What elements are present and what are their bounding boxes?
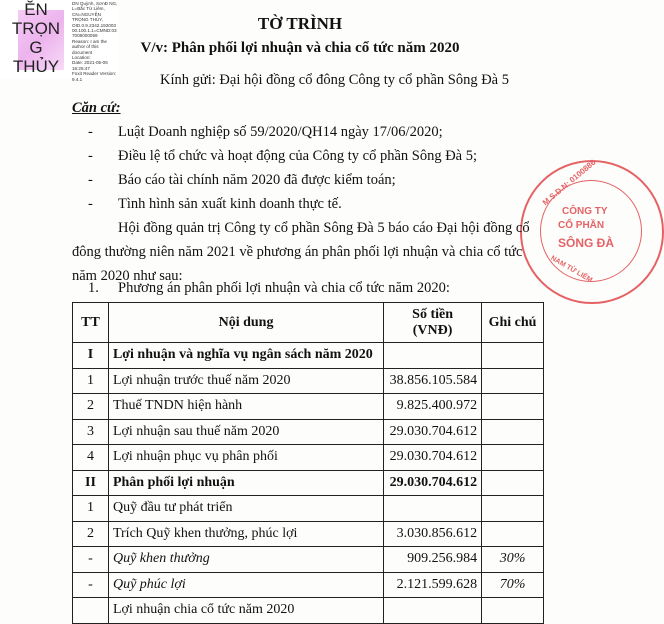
row-tt: - [73,547,109,573]
table-row [73,394,544,420]
row-amount: 29.030.704.612 [384,470,482,496]
profit-distribution-table [72,302,544,624]
stamp-line3: SÔNG ĐÀ [558,236,615,250]
row-note [482,343,544,369]
row-note: 70% [482,572,544,598]
signature-mark: ĔN TRỌN G THỦY [0,0,72,78]
basis-heading: Căn cứ: [72,100,121,116]
row-tt: I [73,343,109,369]
row-tt: 1 [73,496,109,522]
header-tt: TT [73,303,109,343]
company-stamp [520,157,664,304]
stamp-line1: CÔNG TY [562,206,608,217]
stamp-line2: CỔ PHẦN [558,220,605,231]
table-row [73,470,544,496]
row-tt: - [73,572,109,598]
row-tt: II [73,470,109,496]
row-note [482,394,544,420]
stamp-bottom: NAM TỪ LIÊM [549,254,594,285]
row-content: Trích Quỹ khen thưởng, phúc lợi [108,521,383,547]
row-amount [384,343,482,369]
row-note: 30% [482,547,544,573]
table-row [73,343,544,369]
row-content: Quỹ phúc lợi [108,572,383,598]
doc-recipient: Kính gửi: Đại hội đồng cổ đông Công ty cổ phần Sông Đà 5 [160,72,509,88]
stamp-number: M.S.D.N: 0100886 [540,157,598,208]
row-tt: 2 [73,394,109,420]
intro-paragraph-line: năm 2020 như sau: [72,268,183,284]
digital-signature [0,0,118,82]
signature-details: DN Quỳnh, SơnĐ NG, L=Bắc Từ Liêm, CN=NGUYỄN TRỌNG THỦY, OID.0.9.2342.19200300.100.1.1=CMND:037008000059 Reason: I am the author of this document Location: Date: 2021-05-06 16:25:47 Foxit Reader Version: 9.4.1 [72,1,118,82]
row-tt: 3 [73,419,109,445]
row-note [482,445,544,471]
row-content: Lợi nhuận sau thuế năm 2020 [108,419,383,445]
row-amount: 29.030.704.612 [384,419,482,445]
row-content: Quỹ khen thưởng [108,547,383,573]
row-content: Lợi nhuận và nghĩa vụ ngân sách năm 2020 [108,343,383,369]
row-amount [384,496,482,522]
header-note: Ghi chú [482,303,544,343]
row-content: Phân phối lợi nhuận [108,470,383,496]
row-amount: 2.121.599.628 [384,572,482,598]
row-note [482,470,544,496]
row-content: Thuế TNDN hiện hành [108,394,383,420]
row-amount: 29.030.704.612 [384,445,482,471]
row-content: Quỹ đầu tư phát triển [108,496,383,522]
intro-paragraph-line: đông thường niên năm 2021 về phương án phân phối lợi nhuận và chia cổ tức [72,244,523,260]
table-row [73,547,544,573]
row-amount: 909.256.984 [384,547,482,573]
row-note [482,496,544,522]
row-tt: 4 [73,445,109,471]
intro-paragraph-line: Hội đồng quản trị Công ty cổ phần Sông Đà 5 báo cáo Đại hội đồng cổ [118,220,530,236]
table-row [73,572,544,598]
table-row [73,445,544,471]
row-note [482,598,544,624]
header-content: Nội dung [108,303,383,343]
row-amount: 3.030.856.612 [384,521,482,547]
table-row [73,598,544,624]
row-amount: 38.856.105.584 [384,368,482,394]
doc-title: TỜ TRÌNH [257,14,343,33]
row-content: Lợi nhuận phục vụ phân phối [108,445,383,471]
header-amount: Số tiền (VNĐ) [384,303,482,343]
row-content: Lợi nhuận trước thuế năm 2020 [108,368,383,394]
row-amount [384,598,482,624]
row-note [482,521,544,547]
table-row [73,496,544,522]
row-tt [73,598,109,624]
table-header-row [73,303,544,343]
table-row [73,521,544,547]
row-note [482,419,544,445]
table-row [73,368,544,394]
row-tt: 1 [73,368,109,394]
table-row [73,419,544,445]
row-note [482,368,544,394]
doc-subject: V/v: Phân phối lợi nhuận và chia cổ tức năm 2020 [140,40,460,56]
row-content: Lợi nhuận chia cổ tức năm 2020 [108,598,383,624]
row-amount: 9.825.400.972 [384,394,482,420]
row-tt: 2 [73,521,109,547]
